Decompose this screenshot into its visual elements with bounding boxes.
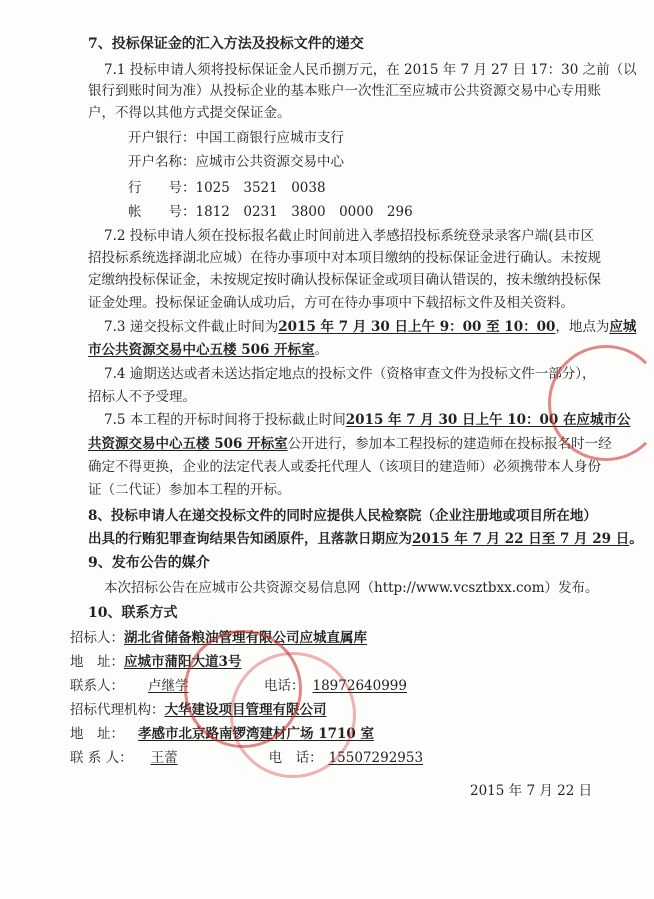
account-name-label: 开户名称： xyxy=(128,154,196,170)
para-7-2-line-1: 7.2 投标申请人须在投标报名截止时间前进入孝感招投标系统登录录客户端(县市区 xyxy=(104,228,595,244)
red-seal-stamp-right xyxy=(548,345,654,461)
bank-code-label: 行 号： xyxy=(128,180,196,196)
tenderer-label: 招标人： xyxy=(70,630,124,646)
para-7-2-line-3: 定缴纳投标保证金，未按规定按时确认投标保证金或项目确认错误的，按未缴纳投标保 xyxy=(88,272,601,288)
para-7-1-line-2: 银行到账时间为准）从投标企业的基本账户一次性汇至应城市公共资源交易中心专用账 xyxy=(88,83,601,99)
para-7-3-line-2 xyxy=(88,340,328,360)
para-7-5-a: 7.5 本工程的开标时间将于投标截止时间 xyxy=(104,412,346,428)
document-date: 2015 年 7 月 22 日 xyxy=(470,783,593,799)
para-7-3-f: 。 xyxy=(314,342,329,358)
agent-value: 大华建设项目管理有限公司 xyxy=(164,702,327,718)
para-7-5-line-3: 确定不得更换，企业的法定代表人或委托代理人（该项目的建造师）必须携带本人身份 xyxy=(88,459,601,475)
para-7-1-line-1: 7.1 投标申请人须将投标保证金人民币捌万元，在 2015 年 7 月 27 日 17：30 之前（以 xyxy=(104,62,637,78)
account-number-label: 帐 号： xyxy=(128,204,196,220)
bank-name-value: 中国工商银行应城市支行 xyxy=(195,130,344,146)
agent-contact-value: 王蕾 xyxy=(150,750,178,766)
bank-code-row xyxy=(128,178,326,198)
bank-name-row xyxy=(128,128,344,148)
red-seal-stamp-agent xyxy=(230,652,356,778)
tenderer-contact-value: 卢继学 xyxy=(148,678,189,694)
certificate-date-range: 2015 年 7 月 22 日至 7 月 29 日 xyxy=(412,531,630,547)
para-7-4-line-1: 7.4 逾期送达或者未送达指定地点的投标文件（资格审查文件为投标文件一部分）， xyxy=(104,366,596,382)
section-9-text: 本次招标公告在应城市公共资源交易信息网（http://www.vcsztbxx.com）发布。 xyxy=(104,580,599,596)
agent-phone-label: 电 话： xyxy=(268,750,323,766)
agent-address-value: 孝感市北京路南锣湾建材广场 1710 室 xyxy=(138,726,374,742)
bank-name-label: 开户银行： xyxy=(128,130,196,146)
opening-time: 2015 年 7 月 30 日上午 10：00 在应城市公 xyxy=(345,412,631,428)
tenderer-phone-label: 电话： xyxy=(264,678,305,694)
bid-location-rest: 市公共资源交易中心五楼 506 开标室 xyxy=(88,342,315,358)
section-8-line-2 xyxy=(88,529,643,549)
bid-deadline: 2015 年 7 月 30 日上午 9：00 至 10：00 xyxy=(278,319,556,335)
para-7-2-line-4: 证金处理。投标保证金确认成功后，方可在待办事项中下载招标文件及相关资料。 xyxy=(88,295,574,311)
account-number-row xyxy=(128,202,413,222)
agent-contact-label: 联 系 人： xyxy=(70,750,133,766)
agent-address-label: 地 址： xyxy=(70,726,124,742)
section-8-c: 。 xyxy=(629,531,643,547)
section-8-line-1: 8、投标申请人在递交投标文件的同时应提供人民检察院（企业注册地或项目所在地） xyxy=(88,508,597,524)
para-7-3-c: ，地点为 xyxy=(555,319,610,335)
bid-location-start: 应城 xyxy=(609,319,637,335)
account-number-value: 1812 0231 3800 0000 296 xyxy=(195,204,413,220)
bank-code-value: 1025 3521 0038 xyxy=(195,180,326,196)
tenderer-phone-value: 18972640999 xyxy=(312,678,407,694)
section-8-a: 出具的行贿犯罪查询结果告知函原件，且落款日期应为 xyxy=(88,531,412,547)
para-7-3-a: 7.3 递交投标文件截止时间为 xyxy=(104,319,279,335)
para-7-2-line-2: 招投标系统选择湖北应城）在待办事项中对本项目缴纳的投标保证金进行确认。未按规 xyxy=(88,250,601,266)
para-7-5-line-4: 证（二代证）参加本工程的开标。 xyxy=(88,482,291,498)
section-7-heading: 7、投标保证金的汇入方法及投标文件的递交 xyxy=(88,36,364,52)
para-7-3-line-1 xyxy=(104,317,636,337)
tenderer-contact-label: 联系人： xyxy=(70,678,124,694)
section-9-heading: 9、发布公告的媒介 xyxy=(88,555,210,571)
tenderer-address-label: 地 址： xyxy=(70,654,124,670)
account-name-value: 应城市公共资源交易中心 xyxy=(195,154,344,170)
tenderer-value: 湖北省储备粮油管理有限公司应城直属库 xyxy=(124,630,367,646)
account-name-row xyxy=(128,152,344,172)
section-10-heading: 10、联系方式 xyxy=(88,605,178,621)
para-7-1-line-3: 户，不得以其他方式提交保证金。 xyxy=(88,105,291,121)
para-7-5-line-2 xyxy=(88,434,612,454)
opening-location: 共资源交易中心五楼 506 开标室 xyxy=(88,436,288,452)
para-7-4-line-2: 招标人不予受理。 xyxy=(88,389,196,405)
tenderer-address-value: 应城市蒲阳大道3号 xyxy=(124,654,242,670)
agent-label: 招标代理机构： xyxy=(70,702,165,718)
para-7-5-d: 公开进行，参加本工程投标的建造师在投标报名时一经 xyxy=(287,436,612,452)
agent-phone-value: 15507292953 xyxy=(328,750,424,766)
